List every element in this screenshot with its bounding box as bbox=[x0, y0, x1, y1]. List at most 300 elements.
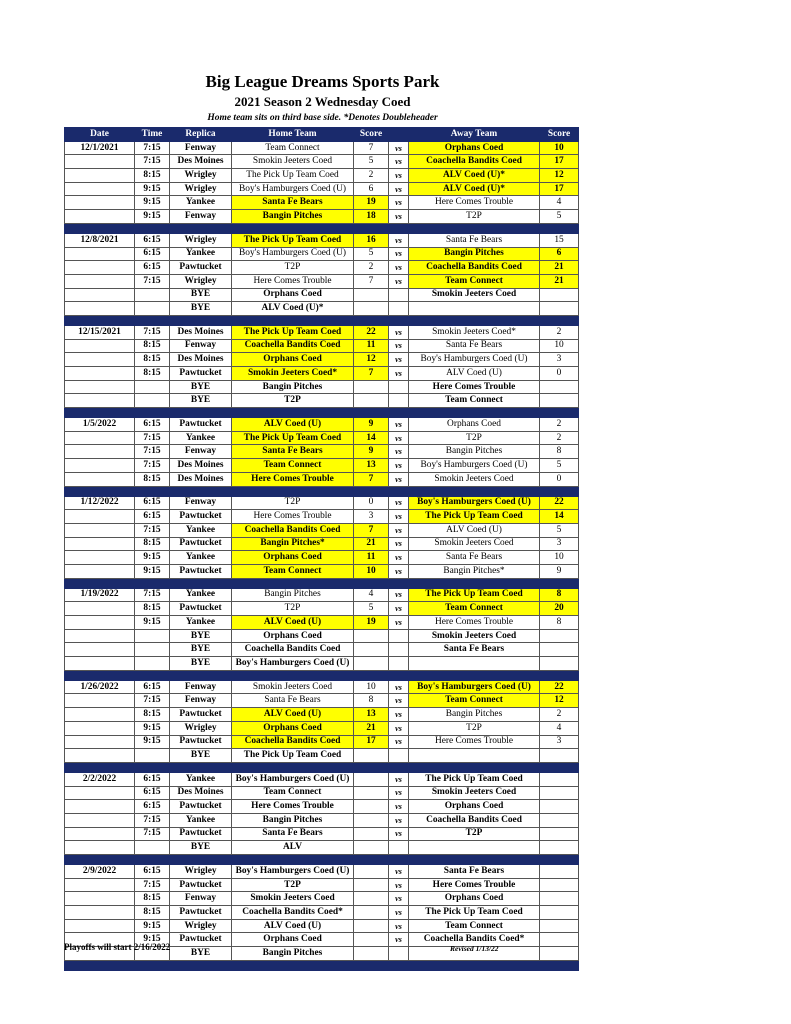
time-cell: 8:15 bbox=[135, 169, 170, 183]
away-team-cell: Smokin Jeeters Coed bbox=[409, 288, 540, 302]
table-row bbox=[65, 431, 579, 445]
date-cell bbox=[65, 813, 135, 827]
away-score-cell: 10 bbox=[540, 339, 579, 353]
separator-cell bbox=[170, 855, 232, 865]
away-team-cell: Santa Fe Bears bbox=[409, 643, 540, 657]
table-row bbox=[65, 274, 579, 288]
home-team-cell: T2P bbox=[232, 878, 354, 892]
separator-cell bbox=[354, 223, 389, 233]
separator-cell bbox=[170, 762, 232, 772]
table-row bbox=[65, 919, 579, 933]
table-row bbox=[65, 735, 579, 749]
away-team-cell: T2P bbox=[409, 721, 540, 735]
table-row bbox=[65, 523, 579, 537]
date-cell bbox=[65, 247, 135, 261]
table-row bbox=[65, 657, 579, 671]
home-score-cell: 7 bbox=[354, 274, 389, 288]
away-team-cell: Coachella Bandits Coed bbox=[409, 261, 540, 275]
date-cell: 1/12/2022 bbox=[65, 496, 135, 510]
away-team-cell: Team Connect bbox=[409, 694, 540, 708]
separator-cell bbox=[232, 315, 354, 325]
vs-cell: vs bbox=[389, 933, 409, 947]
home-team-cell: Team Connect bbox=[232, 141, 354, 155]
table-row bbox=[65, 459, 579, 473]
week-separator bbox=[65, 855, 579, 865]
vs-cell: vs bbox=[389, 919, 409, 933]
separator-cell bbox=[389, 408, 409, 418]
col-date: Date bbox=[65, 128, 135, 142]
time-cell bbox=[135, 302, 170, 316]
table-row bbox=[65, 564, 579, 578]
home-score-cell bbox=[354, 749, 389, 763]
replica-cell: Pawtucket bbox=[170, 933, 232, 947]
vs-cell: vs bbox=[389, 445, 409, 459]
replica-cell: Yankee bbox=[170, 196, 232, 210]
home-score-cell bbox=[354, 841, 389, 855]
vs-cell: vs bbox=[389, 680, 409, 694]
replica-cell: Des Moines bbox=[170, 353, 232, 367]
home-team-cell: Here Comes Trouble bbox=[232, 800, 354, 814]
week-separator bbox=[65, 408, 579, 418]
home-team-cell: Boy's Hamburgers Coed (U) bbox=[232, 657, 354, 671]
replica-cell: Pawtucket bbox=[170, 564, 232, 578]
table-row bbox=[65, 721, 579, 735]
vs-cell bbox=[389, 394, 409, 408]
table-row bbox=[65, 629, 579, 643]
week-separator bbox=[65, 762, 579, 772]
replica-cell: BYE bbox=[170, 380, 232, 394]
away-team-cell: The Pick Up Team Coed bbox=[409, 510, 540, 524]
schedule-table bbox=[64, 127, 579, 971]
away-team-cell bbox=[409, 749, 540, 763]
separator-cell bbox=[65, 855, 135, 865]
week-separator bbox=[65, 670, 579, 680]
home-score-cell bbox=[354, 933, 389, 947]
date-cell bbox=[65, 643, 135, 657]
home-score-cell: 8 bbox=[354, 694, 389, 708]
separator-cell bbox=[170, 578, 232, 588]
away-team-cell: Bangin Pitches bbox=[409, 708, 540, 722]
home-team-cell: Bangin Pitches bbox=[232, 588, 354, 602]
date-cell bbox=[65, 431, 135, 445]
vs-cell: vs bbox=[389, 564, 409, 578]
schedule-body bbox=[65, 141, 579, 970]
away-team-cell: T2P bbox=[409, 827, 540, 841]
home-team-cell: T2P bbox=[232, 261, 354, 275]
away-team-cell: Boy's Hamburgers Coed (U) bbox=[409, 459, 540, 473]
home-team-cell: Coachella Bandits Coed bbox=[232, 735, 354, 749]
away-score-cell bbox=[540, 813, 579, 827]
table-row bbox=[65, 353, 579, 367]
time-cell bbox=[135, 629, 170, 643]
date-cell bbox=[65, 445, 135, 459]
vs-cell: vs bbox=[389, 496, 409, 510]
table-row bbox=[65, 841, 579, 855]
separator-cell bbox=[65, 578, 135, 588]
away-team-cell: ALV Coed (U) bbox=[409, 523, 540, 537]
date-cell bbox=[65, 786, 135, 800]
home-score-cell bbox=[354, 394, 389, 408]
vs-cell bbox=[389, 302, 409, 316]
vs-cell: vs bbox=[389, 196, 409, 210]
away-team-cell: Santa Fe Bears bbox=[409, 865, 540, 879]
vs-cell: vs bbox=[389, 339, 409, 353]
home-score-cell: 10 bbox=[354, 564, 389, 578]
vs-cell: vs bbox=[389, 616, 409, 630]
date-cell: 12/8/2021 bbox=[65, 233, 135, 247]
replica-cell: Pawtucket bbox=[170, 537, 232, 551]
separator-cell bbox=[540, 855, 579, 865]
home-team-cell: Orphans Coed bbox=[232, 288, 354, 302]
separator-cell bbox=[232, 578, 354, 588]
separator-cell bbox=[170, 315, 232, 325]
separator-cell bbox=[232, 223, 354, 233]
separator-cell bbox=[540, 408, 579, 418]
home-score-cell: 4 bbox=[354, 588, 389, 602]
home-team-cell: The Pick Up Team Coed bbox=[232, 431, 354, 445]
home-score-cell: 2 bbox=[354, 169, 389, 183]
separator-cell bbox=[389, 762, 409, 772]
vs-cell: vs bbox=[389, 892, 409, 906]
replica-cell: Yankee bbox=[170, 431, 232, 445]
away-team-cell: Boy's Hamburgers Coed (U) bbox=[409, 680, 540, 694]
time-cell: 8:15 bbox=[135, 708, 170, 722]
home-team-cell: Santa Fe Bears bbox=[232, 196, 354, 210]
vs-cell: vs bbox=[389, 325, 409, 339]
separator-cell bbox=[135, 762, 170, 772]
home-team-cell: The Pick Up Team Coed bbox=[232, 749, 354, 763]
date-cell bbox=[65, 892, 135, 906]
vs-cell: vs bbox=[389, 418, 409, 432]
away-score-cell: 10 bbox=[540, 551, 579, 565]
vs-cell: vs bbox=[389, 813, 409, 827]
home-team-cell: Orphans Coed bbox=[232, 933, 354, 947]
replica-cell: Pawtucket bbox=[170, 510, 232, 524]
separator-cell bbox=[354, 578, 389, 588]
separator-cell bbox=[389, 855, 409, 865]
home-score-cell: 5 bbox=[354, 247, 389, 261]
away-score-cell: 22 bbox=[540, 680, 579, 694]
home-team-cell: Orphans Coed bbox=[232, 721, 354, 735]
away-score-cell: 8 bbox=[540, 588, 579, 602]
away-score-cell: 5 bbox=[540, 459, 579, 473]
away-score-cell bbox=[540, 749, 579, 763]
home-team-cell: Orphans Coed bbox=[232, 629, 354, 643]
separator-cell bbox=[135, 960, 170, 970]
vs-cell: vs bbox=[389, 878, 409, 892]
away-team-cell: Smokin Jeeters Coed* bbox=[409, 325, 540, 339]
away-team-cell: Santa Fe Bears bbox=[409, 339, 540, 353]
home-team-cell: The Pick Up Team Coed bbox=[232, 233, 354, 247]
home-team-cell: Bangin Pitches* bbox=[232, 537, 354, 551]
date-cell: 1/5/2022 bbox=[65, 418, 135, 432]
date-cell bbox=[65, 749, 135, 763]
table-row bbox=[65, 616, 579, 630]
replica-cell: Pawtucket bbox=[170, 878, 232, 892]
replica-cell: BYE bbox=[170, 394, 232, 408]
away-team-cell: Here Comes Trouble bbox=[409, 380, 540, 394]
away-team-cell: ALV Coed (U) bbox=[409, 367, 540, 381]
table-row bbox=[65, 906, 579, 920]
replica-cell: Wrigley bbox=[170, 919, 232, 933]
table-row bbox=[65, 445, 579, 459]
home-score-cell: 22 bbox=[354, 325, 389, 339]
separator-cell bbox=[65, 223, 135, 233]
table-row bbox=[65, 141, 579, 155]
vs-cell: vs bbox=[389, 459, 409, 473]
vs-cell: vs bbox=[389, 865, 409, 879]
week-separator bbox=[65, 578, 579, 588]
home-score-cell: 14 bbox=[354, 431, 389, 445]
home-team-cell: Bangin Pitches bbox=[232, 947, 354, 961]
date-cell: 12/15/2021 bbox=[65, 325, 135, 339]
away-team-cell: Santa Fe Bears bbox=[409, 233, 540, 247]
separator-cell bbox=[232, 762, 354, 772]
date-cell bbox=[65, 657, 135, 671]
replica-cell: Pawtucket bbox=[170, 418, 232, 432]
table-row bbox=[65, 865, 579, 879]
home-score-cell: 12 bbox=[354, 353, 389, 367]
replica-cell: Des Moines bbox=[170, 786, 232, 800]
away-score-cell bbox=[540, 380, 579, 394]
date-cell: 1/26/2022 bbox=[65, 680, 135, 694]
time-cell: 8:15 bbox=[135, 906, 170, 920]
time-cell: 6:15 bbox=[135, 261, 170, 275]
table-row bbox=[65, 496, 579, 510]
replica-cell: Yankee bbox=[170, 247, 232, 261]
replica-cell: Fenway bbox=[170, 141, 232, 155]
vs-cell bbox=[389, 841, 409, 855]
away-score-cell bbox=[540, 892, 579, 906]
home-team-cell: Here Comes Trouble bbox=[232, 472, 354, 486]
separator-cell bbox=[389, 960, 409, 970]
home-score-cell: 7 bbox=[354, 472, 389, 486]
playoffs-note: Playoffs will start 2/16/2022 bbox=[64, 942, 171, 952]
away-team-cell: Bangin Pitches bbox=[409, 445, 540, 459]
away-score-cell: 17 bbox=[540, 182, 579, 196]
replica-cell: Pawtucket bbox=[170, 827, 232, 841]
home-score-cell bbox=[354, 772, 389, 786]
time-cell: 6:15 bbox=[135, 772, 170, 786]
vs-cell bbox=[389, 657, 409, 671]
date-cell bbox=[65, 380, 135, 394]
vs-cell: vs bbox=[389, 472, 409, 486]
home-score-cell: 21 bbox=[354, 721, 389, 735]
date-cell bbox=[65, 800, 135, 814]
home-score-cell: 18 bbox=[354, 210, 389, 224]
separator-cell bbox=[540, 486, 579, 496]
away-score-cell: 8 bbox=[540, 445, 579, 459]
vs-cell bbox=[389, 643, 409, 657]
time-cell bbox=[135, 380, 170, 394]
away-team-cell: Coachella Bandits Coed bbox=[409, 155, 540, 169]
time-cell: 8:15 bbox=[135, 602, 170, 616]
vs-cell: vs bbox=[389, 274, 409, 288]
separator-cell bbox=[389, 486, 409, 496]
replica-cell: BYE bbox=[170, 749, 232, 763]
table-row bbox=[65, 694, 579, 708]
date-cell bbox=[65, 288, 135, 302]
replica-cell: Fenway bbox=[170, 694, 232, 708]
home-score-cell bbox=[354, 947, 389, 961]
col-home-team: Home Team bbox=[232, 128, 354, 142]
away-team-cell: Here Comes Trouble bbox=[409, 735, 540, 749]
away-team-cell: Here Comes Trouble bbox=[409, 196, 540, 210]
home-team-cell: ALV Coed (U) bbox=[232, 919, 354, 933]
home-score-cell: 6 bbox=[354, 182, 389, 196]
separator-cell bbox=[65, 408, 135, 418]
separator-cell bbox=[232, 408, 354, 418]
home-team-cell: Santa Fe Bears bbox=[232, 445, 354, 459]
table-row bbox=[65, 169, 579, 183]
col-replica: Replica bbox=[170, 128, 232, 142]
away-score-cell: 5 bbox=[540, 210, 579, 224]
replica-cell: Fenway bbox=[170, 210, 232, 224]
away-score-cell: 22 bbox=[540, 496, 579, 510]
separator-cell bbox=[354, 315, 389, 325]
away-score-cell bbox=[540, 629, 579, 643]
home-score-cell bbox=[354, 657, 389, 671]
separator-cell bbox=[65, 486, 135, 496]
time-cell: 7:15 bbox=[135, 325, 170, 339]
time-cell: 8:15 bbox=[135, 367, 170, 381]
time-cell: 9:15 bbox=[135, 210, 170, 224]
vs-cell: vs bbox=[389, 353, 409, 367]
home-team-cell: ALV bbox=[232, 841, 354, 855]
home-team-cell: Orphans Coed bbox=[232, 551, 354, 565]
home-team-cell: Boy's Hamburgers Coed (U) bbox=[232, 865, 354, 879]
time-cell: 6:15 bbox=[135, 865, 170, 879]
date-cell bbox=[65, 694, 135, 708]
table-row bbox=[65, 680, 579, 694]
away-team-cell: Team Connect bbox=[409, 919, 540, 933]
home-score-cell: 13 bbox=[354, 459, 389, 473]
time-cell bbox=[135, 749, 170, 763]
col-home-score: Score bbox=[354, 128, 389, 142]
date-cell bbox=[65, 339, 135, 353]
separator-cell bbox=[232, 486, 354, 496]
vs-cell: vs bbox=[389, 169, 409, 183]
home-score-cell: 11 bbox=[354, 551, 389, 565]
date-cell bbox=[65, 827, 135, 841]
time-cell: 7:15 bbox=[135, 431, 170, 445]
home-team-cell: The Pick Up Team Coed bbox=[232, 325, 354, 339]
time-cell: 9:15 bbox=[135, 564, 170, 578]
replica-cell: BYE bbox=[170, 841, 232, 855]
time-cell: 7:15 bbox=[135, 588, 170, 602]
vs-cell: vs bbox=[389, 233, 409, 247]
table-row bbox=[65, 233, 579, 247]
time-cell: 6:15 bbox=[135, 247, 170, 261]
home-score-cell: 3 bbox=[354, 510, 389, 524]
away-score-cell: 2 bbox=[540, 708, 579, 722]
table-row bbox=[65, 394, 579, 408]
separator-cell bbox=[135, 223, 170, 233]
away-score-cell bbox=[540, 933, 579, 947]
home-score-cell bbox=[354, 878, 389, 892]
col-vs bbox=[389, 128, 409, 142]
separator-cell bbox=[409, 223, 540, 233]
time-cell: 6:15 bbox=[135, 233, 170, 247]
vs-cell: vs bbox=[389, 537, 409, 551]
separator-cell bbox=[409, 960, 540, 970]
table-row bbox=[65, 288, 579, 302]
table-row bbox=[65, 602, 579, 616]
home-team-cell: Team Connect bbox=[232, 786, 354, 800]
separator-cell bbox=[409, 855, 540, 865]
away-score-cell bbox=[540, 878, 579, 892]
home-score-cell bbox=[354, 827, 389, 841]
home-team-cell: Coachella Bandits Coed bbox=[232, 643, 354, 657]
separator-cell bbox=[389, 578, 409, 588]
separator-cell bbox=[409, 578, 540, 588]
week-separator bbox=[65, 960, 579, 970]
home-team-cell: Bangin Pitches bbox=[232, 813, 354, 827]
home-score-cell bbox=[354, 380, 389, 394]
away-team-cell: ALV Coed (U)* bbox=[409, 182, 540, 196]
date-cell bbox=[65, 841, 135, 855]
home-score-cell: 13 bbox=[354, 708, 389, 722]
date-cell: 2/9/2022 bbox=[65, 865, 135, 879]
date-cell bbox=[65, 155, 135, 169]
home-score-cell: 11 bbox=[354, 339, 389, 353]
replica-cell: Des Moines bbox=[170, 155, 232, 169]
table-row bbox=[65, 772, 579, 786]
col-time: Time bbox=[135, 128, 170, 142]
replica-cell: Des Moines bbox=[170, 459, 232, 473]
table-row bbox=[65, 551, 579, 565]
vs-cell bbox=[389, 749, 409, 763]
away-score-cell bbox=[540, 906, 579, 920]
home-score-cell bbox=[354, 288, 389, 302]
away-score-cell bbox=[540, 772, 579, 786]
table-row bbox=[65, 708, 579, 722]
time-cell: 8:15 bbox=[135, 472, 170, 486]
table-row bbox=[65, 643, 579, 657]
table-row bbox=[65, 813, 579, 827]
table-row bbox=[65, 247, 579, 261]
replica-cell: BYE bbox=[170, 657, 232, 671]
date-cell bbox=[65, 210, 135, 224]
separator-cell bbox=[170, 408, 232, 418]
away-team-cell: The Pick Up Team Coed bbox=[409, 772, 540, 786]
replica-cell: BYE bbox=[170, 643, 232, 657]
time-cell: 6:15 bbox=[135, 418, 170, 432]
replica-cell: Yankee bbox=[170, 616, 232, 630]
time-cell: 9:15 bbox=[135, 616, 170, 630]
away-team-cell: Coachella Bandits Coed bbox=[409, 813, 540, 827]
home-score-cell bbox=[354, 800, 389, 814]
table-row bbox=[65, 800, 579, 814]
separator-cell bbox=[135, 578, 170, 588]
time-cell: 7:15 bbox=[135, 274, 170, 288]
vs-cell: vs bbox=[389, 367, 409, 381]
replica-cell: Yankee bbox=[170, 813, 232, 827]
page-subtitle: 2021 Season 2 Wednesday Coed bbox=[234, 94, 411, 109]
time-cell bbox=[135, 841, 170, 855]
vs-cell: vs bbox=[389, 155, 409, 169]
time-cell: 8:15 bbox=[135, 339, 170, 353]
away-score-cell: 9 bbox=[540, 564, 579, 578]
separator-cell bbox=[135, 315, 170, 325]
time-cell: 9:15 bbox=[135, 182, 170, 196]
separator-cell bbox=[540, 762, 579, 772]
home-score-cell: 2 bbox=[354, 261, 389, 275]
replica-cell: Pawtucket bbox=[170, 602, 232, 616]
home-score-cell bbox=[354, 629, 389, 643]
away-team-cell: The Pick Up Team Coed bbox=[409, 906, 540, 920]
home-team-cell: Bangin Pitches bbox=[232, 210, 354, 224]
